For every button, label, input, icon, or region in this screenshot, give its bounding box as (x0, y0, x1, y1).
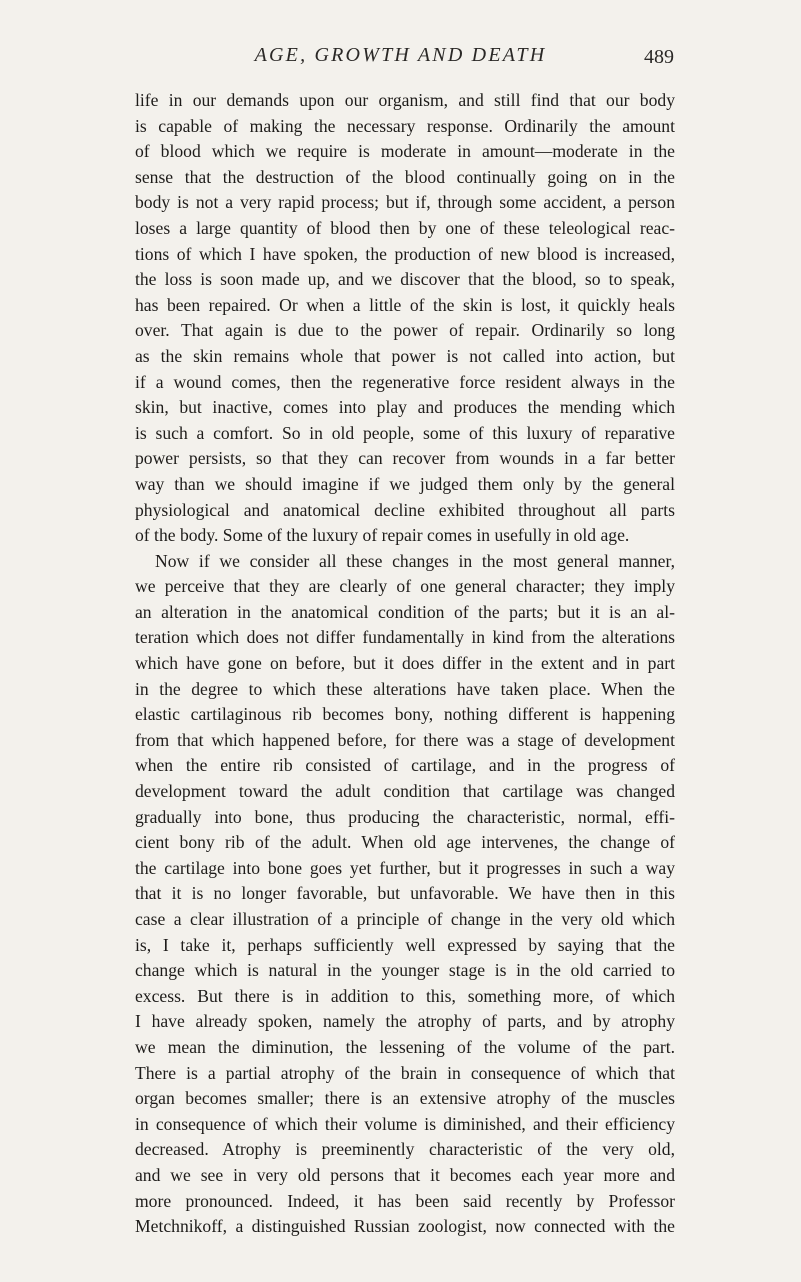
text-line: tions of which I have spoken, the production of new blood is increased, (135, 243, 675, 264)
text-line: sense that the destruction of the blood continually going on in the (135, 166, 675, 187)
text-line: is capable of making the necessary response. Ordinarily the amount (135, 115, 675, 136)
text-line: case a clear illustration of a principle of change in the very old which (135, 909, 675, 929)
text-line: and we see in very old persons that it becomes each year more and (135, 1164, 675, 1185)
text-line: which have gone on before, but it does differ in the extent and in part (135, 653, 675, 674)
running-head (0, 44, 801, 70)
body-text (135, 88, 675, 1240)
text-line: of blood which we require is moderate in amount—moderate in the (135, 141, 675, 162)
text-line: decreased. Atrophy is preeminently characteristic of the very old, (135, 1139, 675, 1160)
text-line: I have already spoken, namely the atrophy of parts, and by atrophy (135, 1011, 675, 1032)
text-line: the cartilage into bone goes yet further, but it progresses in such a way (135, 857, 675, 878)
text-line: we mean the diminution, the lessening of the volume of the part. (135, 1036, 675, 1057)
text-line: Now if we consider all these changes in the most general manner, (155, 550, 675, 571)
text-line: that it is no longer favorable, but unfavorable. We have then in this (135, 883, 675, 904)
text-line: power persists, so that they can recover from wounds in a far better (135, 448, 675, 469)
text-line: more pronounced. Indeed, it has been said recently by Professor (135, 1190, 675, 1211)
text-line: way than we should imagine if we judged them only by the general (135, 473, 675, 494)
text-line: skin, but inactive, comes into play and produces the mending which (135, 397, 675, 418)
text-line: physiological and anatomical decline exhibited throughout all parts (135, 499, 675, 520)
text-line: body is not a very rapid process; but if, through some accident, a person (135, 192, 675, 213)
text-line: Metchnikoff, a distinguished Russian zoologist, now connected with the (135, 1216, 675, 1237)
text-line: over. That again is due to the power of repair. Ordinarily so long (135, 320, 675, 341)
text-line: if a wound comes, then the regenerative force resident always in the (135, 371, 675, 392)
text-line: when the entire rib consisted of cartilage, and in the progress of (135, 755, 675, 776)
text-line: is such a comfort. So in old people, some of this luxury of reparative (135, 422, 675, 443)
text-line: loses a large quantity of blood then by one of these teleological reac- (135, 217, 675, 238)
chapter-title: AGE, GROWTH AND DEATH (254, 44, 547, 66)
text-line: in the degree to which these alterations have taken place. When the (135, 678, 675, 699)
text-line: is, I take it, perhaps sufficiently well expressed by saying that the (135, 934, 675, 955)
text-line: an alteration in the anatomical condition of the parts; but it is an al- (135, 601, 675, 622)
text-line: cient bony rib of the adult. When old age intervenes, the change of (135, 832, 675, 853)
text-line: development toward the adult condition that cartilage was changed (135, 781, 675, 802)
text-line: gradually into bone, thus producing the characteristic, normal, effi- (135, 806, 675, 827)
text-line: has been repaired. Or when a little of the skin is lost, it quickly heals (135, 294, 675, 315)
text-line: in consequence of which their volume is diminished, and their efficiency (135, 1113, 675, 1134)
text-line: excess. But there is in addition to this, something more, of which (135, 985, 675, 1006)
text-line: from that which happened before, for there was a stage of development (135, 729, 675, 750)
text-line: teration which does not differ fundamentally in kind from the alterations (135, 627, 675, 648)
text-line: the loss is soon made up, and we discover that the blood, so to speak, (135, 269, 675, 290)
text-line: change which is natural in the younger stage is in the old carried to (135, 960, 675, 981)
text-line: life in our demands upon our organism, and still find that our body (135, 90, 675, 110)
text-line: organ becomes smaller; there is an extensive atrophy of the muscles (135, 1088, 675, 1109)
text-line: as the skin remains whole that power is not called into action, but (135, 345, 675, 366)
text-line: of the body. Some of the luxury of repair comes in usefully in old age. (135, 525, 630, 546)
text-line: we perceive that they are clearly of one general character; they imply (135, 576, 675, 597)
text-line: There is a partial atrophy of the brain in consequence of which that (135, 1062, 675, 1083)
text-line: elastic cartilaginous rib becomes bony, nothing different is happening (135, 704, 675, 725)
page-number: 489 (644, 46, 674, 68)
